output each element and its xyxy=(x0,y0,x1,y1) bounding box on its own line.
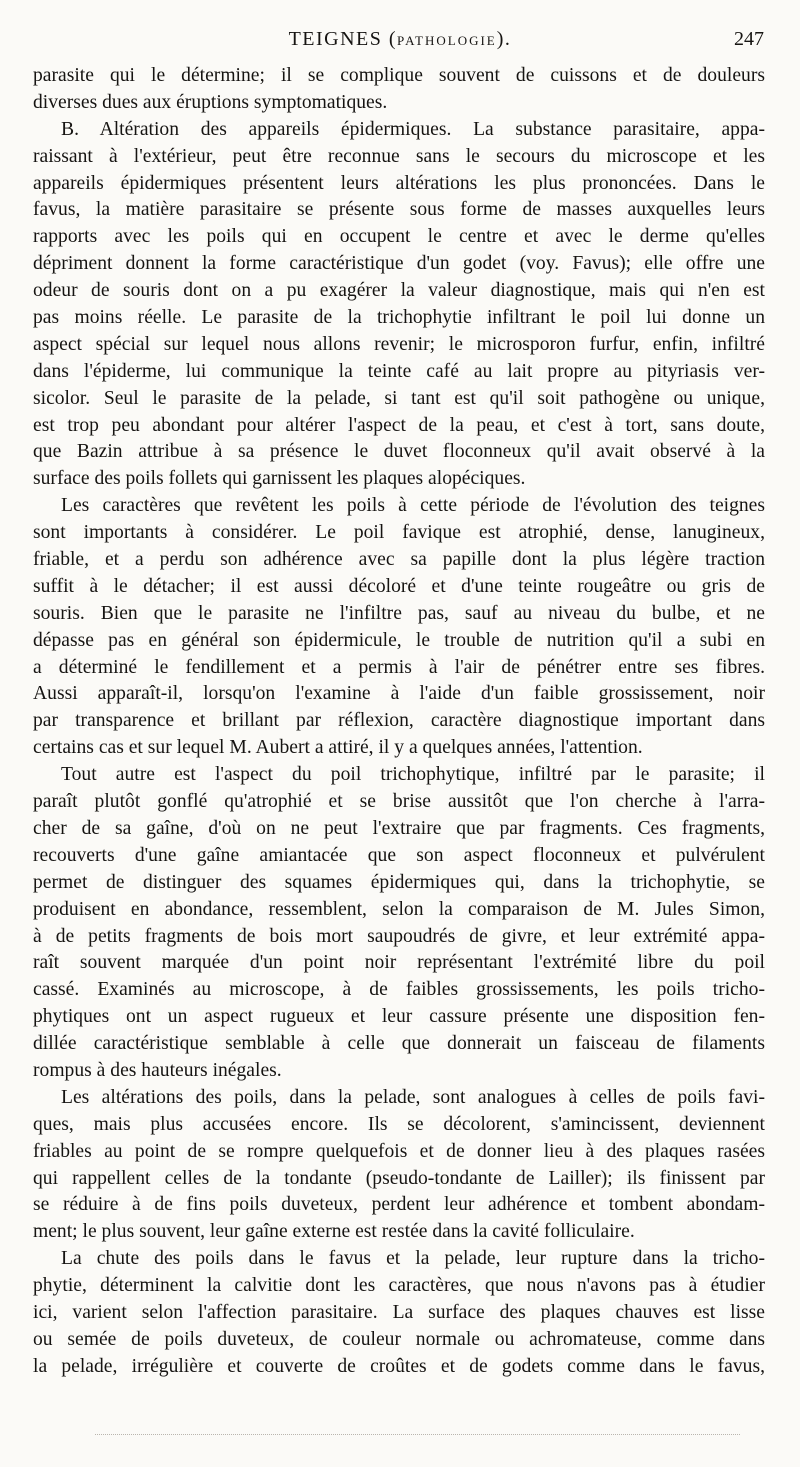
text-line: par transparence et brillant par réflexion, caractère diagnostique important dans xyxy=(33,710,765,732)
text-line: à de petits fragments de bois mort saupoudrés de givre, et leur extrémité appa- xyxy=(33,925,765,947)
text-line: Aussi apparaît-il, lorsqu'on l'examine à l'aide d'un faible grossissement, noir xyxy=(33,683,765,705)
text-line: ou semée de poils duveteux, de couleur normale ou achromateuse, comme dans xyxy=(33,1328,765,1350)
running-title xyxy=(0,28,800,51)
text-line: parasite qui le détermine; il se complique souvent de cuissons et de douleurs xyxy=(33,65,765,86)
text-line: B. Altération des appareils épidermiques. La substance parasitaire, appa- xyxy=(61,118,765,140)
text-line: cassé. Examinés au microscope, à de faibles grossissements, les poils tricho- xyxy=(33,979,765,1001)
text-line: raissant à l'extérieur, peut être reconnue sans le secours du microscope et les xyxy=(33,145,765,167)
text-line: a déterminé le fendillement et a permis à l'air de pénétrer entre ses fibres. xyxy=(33,656,765,678)
text-line: friable, et a perdu son adhérence avec sa papille dont la plus légère traction xyxy=(33,549,765,571)
text-line: suffit à le détacher; il est aussi décoloré et d'une teinte rougeâtre ou gris de xyxy=(33,575,765,597)
text-line: Tout autre est l'aspect du poil trichophytique, infiltré par le parasite; il xyxy=(61,764,765,786)
text-line: rompus à des hauteurs inégales. xyxy=(33,1059,282,1081)
text-line: appareils épidermiques présentent leurs altérations les plus prononcées. Dans le xyxy=(33,172,765,194)
text-line: dillée caractéristique semblable à celle que donnerait un faisceau de filaments xyxy=(33,1033,765,1055)
text-line: produisent en abondance, ressemblent, selon la comparaison de M. Jules Simon, xyxy=(33,898,765,920)
text-line: certains cas et sur lequel M. Aubert a attiré, il y a quelques années, l'attention. xyxy=(33,737,643,759)
page-number: 247 xyxy=(734,28,764,50)
text-line: odeur de souris dont on a pu exagérer la valeur diagnostique, mais qui n'en est xyxy=(33,280,765,302)
text-line: pas moins réelle. Le parasite de la trichophytie infiltrant le poil lui donne un xyxy=(33,307,765,329)
text-line: dans l'épiderme, lui communique la teinte café au lait propre au pityriasis ver- xyxy=(33,360,765,382)
text-line: sicolor. Seul le parasite de la pelade, si tant est qu'il soit pathogène ou unique, xyxy=(33,387,765,409)
text-line: surface des poils follets qui garnissent les plaques alopéciques. xyxy=(33,468,526,490)
text-line: favus, la matière parasitaire se présente sous forme de masses auxquelles leurs xyxy=(33,199,765,221)
text-line: phytiques ont un aspect rugueux et leur cassure présente une disposition fen- xyxy=(33,1006,765,1028)
text-line: sont importants à considérer. Le poil favique est atrophié, dense, lanugineux, xyxy=(33,522,765,544)
text-line: ici, varient selon l'affection parasitaire. La surface des plaques chauves est lisse xyxy=(33,1301,765,1323)
running-title-end: ). xyxy=(496,28,512,50)
text-line: se réduire à de fins poils duveteux, perdent leur adhérence et tombent abondam- xyxy=(33,1194,765,1216)
page-header xyxy=(0,28,800,58)
text-line: la pelade, irrégulière et couverte de croûtes et de godets comme dans le favus, xyxy=(33,1355,765,1377)
text-line: souris. Bien que le parasite ne l'infiltre pas, sauf au niveau du bulbe, et ne xyxy=(33,602,765,624)
running-title-sub: PATHOLOGIE xyxy=(397,33,497,48)
text-line: est trop peu abondant pour altérer l'aspect de la peau, et c'est à tort, sans doute, xyxy=(33,414,765,436)
text-line: friables au point de se rompre quelquefois et de donner lieu à des plaques rasées xyxy=(33,1140,765,1162)
text-line: cher de sa gaîne, d'où on ne peut l'extraire que par fragments. Ces fragments, xyxy=(33,817,765,839)
text-line: permet de distinguer des squames épidermiques qui, dans la trichophytie, se xyxy=(33,871,765,893)
text-line: phytie, déterminent la calvitie dont les caractères, que nous n'avons pas à étudier xyxy=(33,1275,765,1297)
text-line: qui rappellent celles de la tondante (pseudo-tondante de Lailler); ils finissent par xyxy=(33,1167,765,1189)
text-line: aspect spécial sur lequel nous allons revenir; le microsporon furfur, enfin, infiltré xyxy=(33,333,765,355)
text-line: rapports avec les poils qui en occupent le centre et avec le derme qu'elles xyxy=(33,226,765,248)
text-line: diverses dues aux éruptions symptomatiques. xyxy=(33,91,388,113)
text-line: Les altérations des poils, dans la pelade, sont analogues à celles de poils favi- xyxy=(61,1086,765,1108)
text-line: recouverts d'une gaîne amiantacée que son aspect floconneux et pulvérulent xyxy=(33,844,765,866)
text-line: que Bazin attribue à sa présence le duvet floconneux qu'il avait observé à la xyxy=(33,441,765,463)
text-line: dépriment donnent la forme caractéristique d'un godet (voy. Favus); elle offre une xyxy=(33,253,765,275)
text-line: Les caractères que revêtent les poils à cette période de l'évolution des teignes xyxy=(61,495,765,517)
text-line: paraît plutôt gonflé qu'atrophié et se brise aussitôt que l'on cherche à l'arra- xyxy=(33,791,765,813)
text-line: raît souvent marquée d'un point noir représentant l'extrémité libre du poil xyxy=(33,952,765,974)
text-line: ment; le plus souvent, leur gaîne externe est restée dans la cavité folliculaire. xyxy=(33,1221,635,1243)
text-line: La chute des poils dans le favus et la pelade, leur rupture dans la tricho- xyxy=(61,1248,765,1270)
running-title-main: TEIGNES ( xyxy=(288,28,398,50)
page-bottom-rule xyxy=(95,1434,740,1436)
text-line: ques, mais plus accusées encore. Ils se décolorent, s'amincissent, deviennent xyxy=(33,1113,765,1135)
body-text xyxy=(33,63,765,1381)
text-line: dépasse pas en général son épidermicule, le trouble de nutrition qu'il a subi en xyxy=(33,629,765,651)
